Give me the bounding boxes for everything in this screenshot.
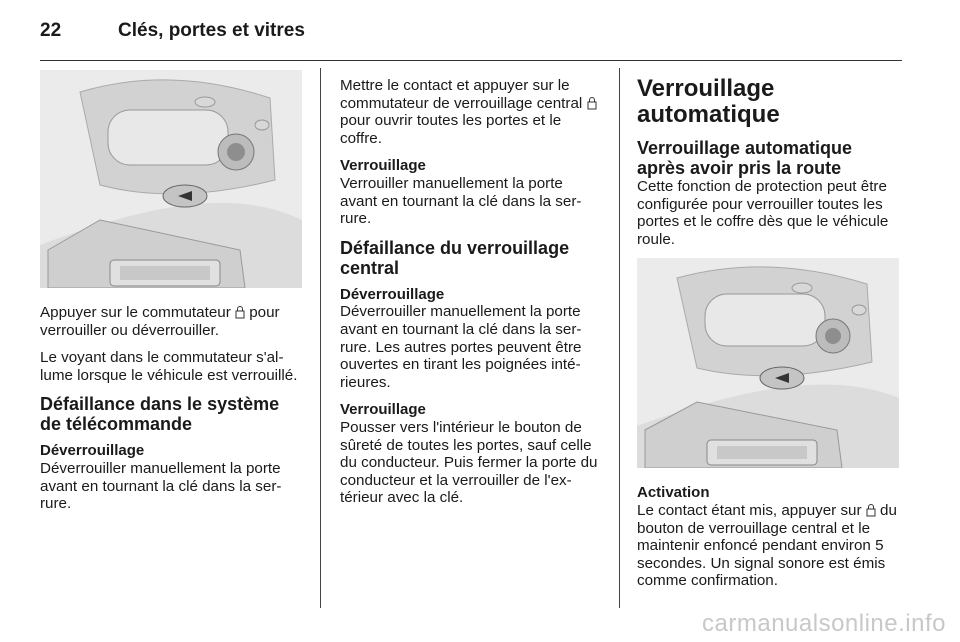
watermark: carmanualsonline.info: [702, 610, 946, 637]
paragraph: Mettre le contact et appuyer sur le commutateur de verrouillage central pour ouvrir toutes les portes et le coffre.: [340, 77, 602, 147]
paragraph: Appuyer sur le commutateur pour verrouiller ou déverrouiller.: [40, 304, 280, 339]
header-rule: [40, 60, 902, 61]
paragraph: Verrouiller manuellement la porte avant en tournant la clé dans la serrure.: [340, 174, 582, 228]
column-3: [637, 76, 902, 600]
section-heading: Défaillance dans le système de télécommande: [40, 394, 280, 435]
page-header: [40, 14, 902, 60]
paragraph: Déverrouiller manuellement la porte avant en tournant la clé dans la serrure.: [40, 459, 282, 513]
column-2: [340, 77, 602, 517]
section-heading: Défaillance du verrouillage central: [340, 237, 570, 278]
lock-icon: [587, 97, 597, 110]
subheading: Déverrouillage: [340, 285, 445, 303]
subheading: Déverrouillage: [40, 442, 145, 460]
paragraph: Cette fonction de protection peut être configurée pour verrouiller toutes les portes et le coffre dès que le véhicule roule.: [637, 178, 889, 248]
paragraph: Le voyant dans le commutateur s'allume lorsque le véhicule est verrouillé.: [40, 349, 298, 384]
subheading: Activation: [637, 484, 710, 502]
column-1: [40, 70, 302, 523]
lock-icon: [866, 504, 876, 517]
subheading: Verrouillage: [340, 401, 426, 419]
page-number: 22: [40, 20, 62, 41]
paragraph: Déverrouiller manuellement la porte avant en tournant la clé dans la serrure. Les autres portes peuvent être ouvertes en tirant les poignées intérieures.: [340, 303, 582, 391]
subheading: Verrouillage: [340, 157, 426, 175]
ceiling-console-illustration: [40, 70, 302, 288]
ceiling-console-illustration: [637, 258, 899, 468]
paragraph: Le contact étant mis, appuyer sur du bouton de verrouillage central et le maintenir enfoncé pendant environ 5 secondes. Un signal sonore est émis comme confirmation.: [637, 501, 897, 590]
paragraph: Pousser vers l'intérieur le bouton de sûreté de toutes les portes, sauf celle du conducteur. Puis fermer la porte du conducteur et la verrouiller de l'extérieur avec la clé.: [340, 418, 598, 507]
column-divider: [619, 68, 620, 608]
column-divider: [320, 68, 321, 608]
main-heading: Verrouillage automatique: [637, 75, 780, 128]
lock-icon: [235, 306, 245, 319]
section-heading: Verrouillage automatique après avoir pris la route: [637, 138, 853, 178]
page-title: Clés, portes et vitres: [118, 20, 305, 41]
